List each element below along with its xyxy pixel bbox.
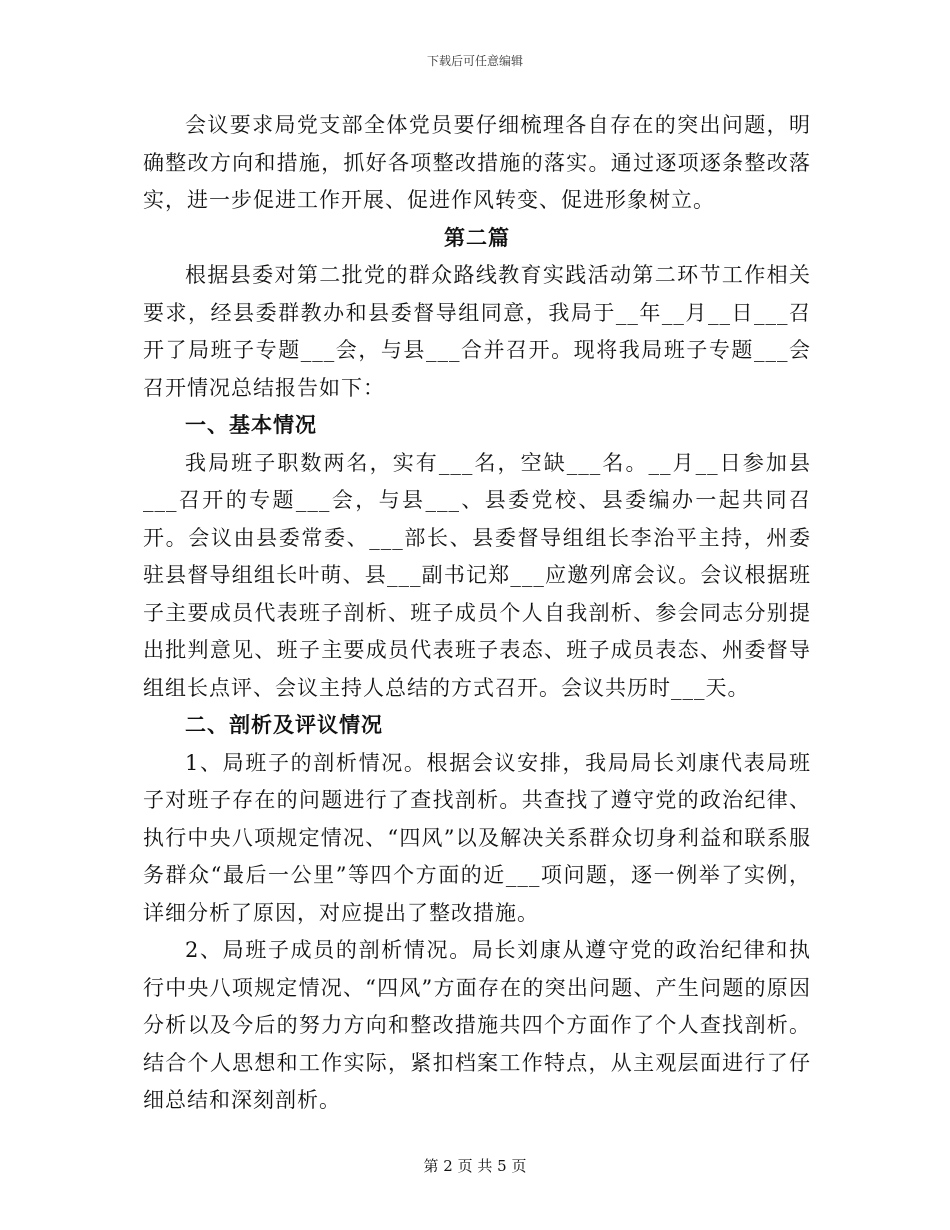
paragraph-basic-situation: 我局班子职数两名，实有___名，空缺___名。__月__日参加县___召开的专题___会，与县___、县委党校、县委编办一起共同召开。会议由县委常委、___部长、县委督导组组长李治平主持，州委驻县督导组组长叶萌、县___副书记郑___应邀列席会议。会议根据班子主要成员代表班子剖析、班子成员个人自我剖析、参会同志分别提出批判意见、班子主要成员代表班子表态、班子成员表态、州委督导组组长点评、会议主持人总结的方式召开。会议共历时___天。: [143, 450, 811, 700]
paragraph-member-analysis: 2、局班子成员的剖析情况。局长刘康从遵守党的政治纪律和执行中央八项规定情况、“四风”方面存在的突出问题、产生问题的原因分析以及今后的努力方向和整改措施共四个方面作了个人查找剖析。结合个人思想和工作实际，紧扣档案工作特点，从主观层面进行了仔细总结和深刻剖析。: [143, 938, 811, 1112]
heading-analysis-review: 二、剖析及评议情况: [185, 713, 383, 737]
page-header: 下载后可任意编辑: [426, 54, 523, 68]
document-body: [143, 107, 811, 1120]
paragraph-report-intro: 根据县委对第二批党的群众路线教育实践活动第二环节工作相关要求，经县委群教办和县委督导组同意，我局于__年__月__日___召开了局班子专题___会，与县___合并召开。现将我局班子专题___会召开情况总结报告如下：: [143, 263, 811, 400]
paragraph-rectification-requirements: 会议要求局党支部全体党员要仔细梳理各自存在的突出问题，明确整改方向和措施，抓好各项整改措施的落实。通过逐项逐条整改落实，进一步促进工作开展、促进作风转变、促进形象树立。: [143, 113, 811, 212]
paragraph-team-analysis: 1、局班子的剖析情况。根据会议安排，我局局长刘康代表局班子对班子存在的问题进行了查找剖析。共查找了遵守党的政治纪律、执行中央八项规定情况、“四风”以及解决关系群众切身利益和联系服务群众“最后一公里”等四个方面的近___项问题，逐一例举了实例，详细分析了原因，对应提出了整改措施。: [143, 750, 811, 925]
page-number: 第 2 页 共 5 页: [423, 1157, 527, 1175]
section-title: 第二篇: [444, 225, 510, 250]
heading-basic-situation: 一、基本情况: [185, 413, 317, 437]
